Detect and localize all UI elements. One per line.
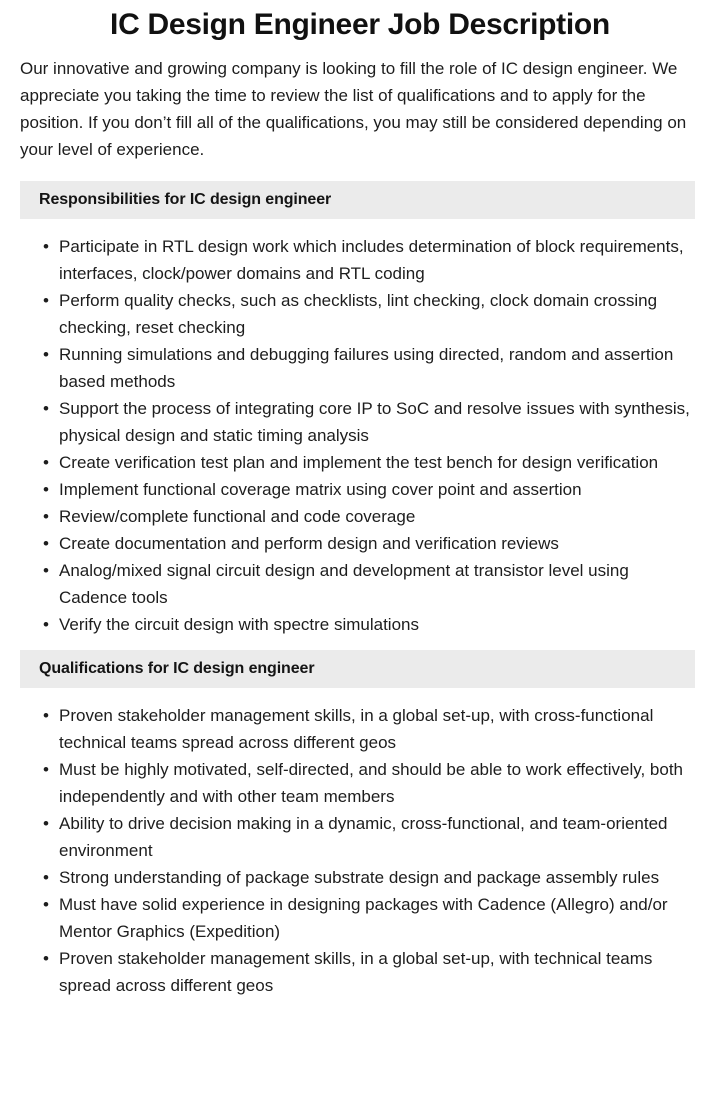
intro-paragraph: Our innovative and growing company is looking to fill the role of IC design engineer. We appreciate you taking the time to review the list of qualifications and to apply for the position. If you don’t fill all of the qualifications, you may still be considered depending on your level of experience.	[20, 59, 687, 159]
list-item: • Review/complete functional and code coverage	[43, 503, 698, 530]
list-item: • Support the process of integrating core IP to SoC and resolve issues with synthesis, physical design and static timing analysis	[43, 395, 698, 449]
section-qualifications	[0, 650, 720, 999]
list-item: • Analog/mixed signal circuit design and development at transistor level using Cadence tools	[43, 557, 698, 611]
section-responsibilities	[0, 181, 720, 638]
list-item: • Running simulations and debugging failures using directed, random and assertion based methods	[43, 341, 698, 395]
list-item: • Must have solid experience in designing packages with Cadence (Allegro) and/or Mentor Graphics (Expedition)	[43, 891, 698, 945]
list-item: • Ability to drive decision making in a dynamic, cross-functional, and team-oriented environment	[43, 810, 698, 864]
list-item: • Implement functional coverage matrix using cover point and assertion	[43, 476, 698, 503]
list-item: • Proven stakeholder management skills, in a global set-up, with cross-functional technical teams spread across different geos	[43, 702, 698, 756]
page-title: IC Design Engineer Job Description	[110, 8, 610, 41]
list-item: • Participate in RTL design work which includes determination of block requirements, interfaces, clock/power domains and RTL coding	[43, 233, 698, 287]
qualifications-list	[0, 688, 720, 999]
list-item: • Perform quality checks, such as checklists, lint checking, clock domain crossing checking, reset checking	[43, 287, 698, 341]
responsibilities-list	[0, 219, 720, 638]
list-item: • Proven stakeholder management skills, in a global set-up, with technical teams spread across different geos	[43, 945, 698, 999]
section-header-responsibilities: Responsibilities for IC design engineer	[20, 181, 695, 219]
list-item: • Verify the circuit design with spectre simulations	[43, 611, 698, 638]
list-item: • Strong understanding of package substrate design and package assembly rules	[43, 864, 698, 891]
list-item: • Create documentation and perform design and verification reviews	[43, 530, 698, 557]
list-item: • Create verification test plan and implement the test bench for design verification	[43, 449, 698, 476]
section-header-qualifications: Qualifications for IC design engineer	[20, 650, 695, 688]
list-item: • Must be highly motivated, self-directed, and should be able to work effectively, both independently and with other team members	[43, 756, 698, 810]
